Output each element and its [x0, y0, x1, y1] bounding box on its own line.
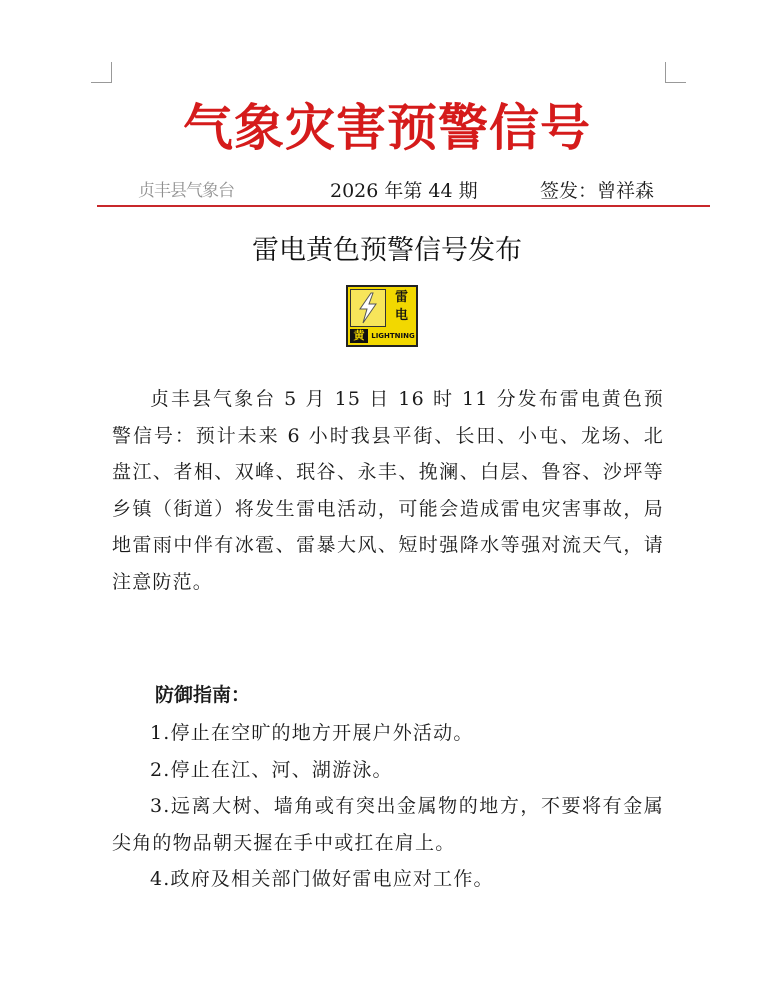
signal-level: 黄 — [350, 329, 368, 343]
signal-chars — [388, 289, 415, 327]
issue-meta-row — [0, 174, 774, 204]
lightning-bolt-icon — [350, 289, 386, 327]
document-title: 雷电黄色预警信号发布 — [252, 235, 522, 266]
guide-item: 1.停止在空旷的地方开展户外活动。 — [150, 722, 474, 744]
crop-mark-top-right — [665, 62, 686, 83]
guide-item: 4.政府及相关部门做好雷电应对工作。 — [150, 868, 494, 890]
issue-number: 2026 年第 44 期 — [330, 180, 478, 202]
issuing-unit-blurred: 贞丰县气象台 — [138, 181, 234, 201]
warning-paragraph: 贞丰县气象台 5 月 15 日 16 时 11 分发布雷电黄色预警信号：预计未来 6 小时我县平街、长田、小屯、龙场、北盘江、者相、双峰、珉谷、永丰、挽澜、白层、鲁容、沙坪等乡镇（街道）将发生雷电活动，可能会造成雷电灾害事故，局地雷雨中伴有冰雹、雷暴大风、短时强降水等强对流天气，请注意防范。 — [112, 388, 664, 593]
crop-mark-top-left — [91, 62, 112, 83]
warning-body — [112, 381, 664, 600]
masthead-title: 气象灾害预警信号 — [183, 98, 591, 157]
defense-guide-heading: 防御指南： — [155, 684, 251, 706]
signer: 签发：曾祥森 — [540, 180, 655, 202]
signal-char-1: 雷 — [394, 290, 408, 305]
defense-guide-list — [112, 715, 664, 898]
lightning-yellow-signal-icon — [346, 285, 418, 347]
guide-item: 3.远离大树、墙角或有突出金属物的地方，不要将有金属尖角的物品朝天握在手中或扛在肩上。 — [112, 795, 664, 854]
signal-char-2: 电 — [394, 308, 408, 323]
red-divider-rule — [97, 205, 710, 207]
guide-item: 2.停止在江、河、湖游泳。 — [150, 758, 393, 781]
signal-english-label: LIGHTNING — [371, 332, 415, 340]
